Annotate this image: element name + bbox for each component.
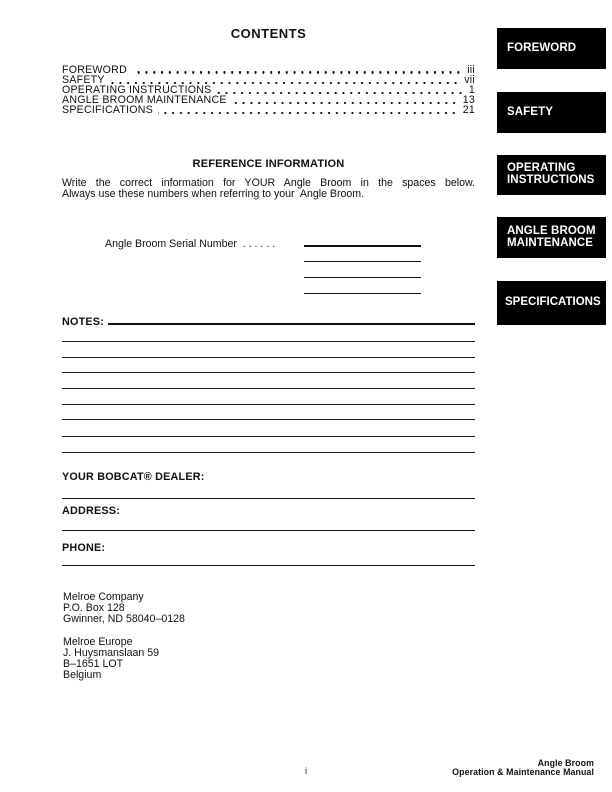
toc-entry-label: SAFETY [62,73,105,86]
footer-doc-title-line-2: Operation & Maintenance Manual [452,766,594,777]
dealer-blank-line [62,498,475,500]
side-tab-label: FOREWORD [507,41,577,54]
reference-information-heading: REFERENCE INFORMATION [192,158,345,170]
toc-entry-specifications [62,106,475,116]
side-tab-operating-instructions [497,155,606,195]
notes-ruled-line [62,452,475,453]
notes-ruled-line [62,357,475,358]
address-line: P.O. Box 128 [63,601,125,614]
address-line: Melroe Company [63,590,144,603]
toc-page-number: vii [464,73,475,86]
notes-ruled-line [62,341,475,342]
reference-paragraph-line-1: Write the correct information for YOUR Angle Broom in the spaces below. [62,176,475,189]
side-tab-angle-broom-maintenance [497,217,606,258]
toc-page-number: iii [467,63,475,76]
side-tab-label: OPERATING INSTRUCTIONS [507,162,595,186]
toc-page-number: 13 [462,94,475,107]
toc-entry-label: OPERATING INSTRUCTIONS [62,84,212,97]
serial-number-label: Angle Broom Serial Number . . . . . . [105,237,276,250]
address-line: Belgium [63,668,102,681]
address-line: J. Huysmanslaan 59 [63,646,159,659]
toc-page-number: 21 [462,104,475,117]
serial-blank-line [304,293,421,294]
dotted-leader [232,102,458,104]
toc-entry-label: SPECIFICATIONS [62,104,154,117]
address-blank-line [62,530,475,532]
notes-ruled-line [108,323,475,325]
side-tab-label: SPECIFICATIONS [505,296,601,309]
dealer-label: YOUR BOBCAT® DEALER: [62,471,205,483]
phone-blank-line [62,565,475,567]
footer-doc-title-line-1: Angle Broom [537,757,594,768]
notes-ruled-line [62,419,475,420]
serial-blank-line [304,261,421,262]
dotted-leader [132,71,462,73]
side-tab-safety [497,92,606,133]
toc-entry-label: FOREWORD [62,63,127,76]
notes-ruled-line [62,388,475,389]
footer-doc-title [452,759,594,778]
notes-label: NOTES: [62,316,104,328]
serial-blank-line [304,277,421,278]
phone-label: PHONE: [62,542,106,554]
dotted-leader [217,92,464,94]
table-of-contents [62,65,475,116]
reference-paragraph-line-2: Always use these numbers when referring to your Angle Broom. [62,188,365,200]
serial-blank-line [304,245,421,247]
side-tab-label: SAFETY [507,105,553,118]
address-line: Melroe Europe [63,635,133,648]
footer-page-number: i [304,766,308,777]
side-tab-foreword [497,28,606,69]
address-line: Gwinner, ND 58040–0128 [63,612,185,625]
toc-entry-foreword [62,65,475,75]
notes-ruled-line [62,404,475,405]
address-line: B–1651 LOT [63,657,124,670]
address-block-melroe-europe [63,637,159,681]
address-label: ADDRESS: [62,505,120,517]
side-tab-label: ANGLE BROOM MAINTENANCE [507,224,596,249]
toc-entry-label: ANGLE BROOM MAINTENANCE [62,94,227,107]
toc-page-number: 1 [468,84,475,97]
side-tab-specifications [497,281,606,325]
notes-ruled-line [62,436,475,437]
address-block-melroe-company [63,592,185,625]
dotted-leader [158,112,458,114]
page-title: CONTENTS [230,26,307,41]
notes-ruled-line [62,372,475,373]
